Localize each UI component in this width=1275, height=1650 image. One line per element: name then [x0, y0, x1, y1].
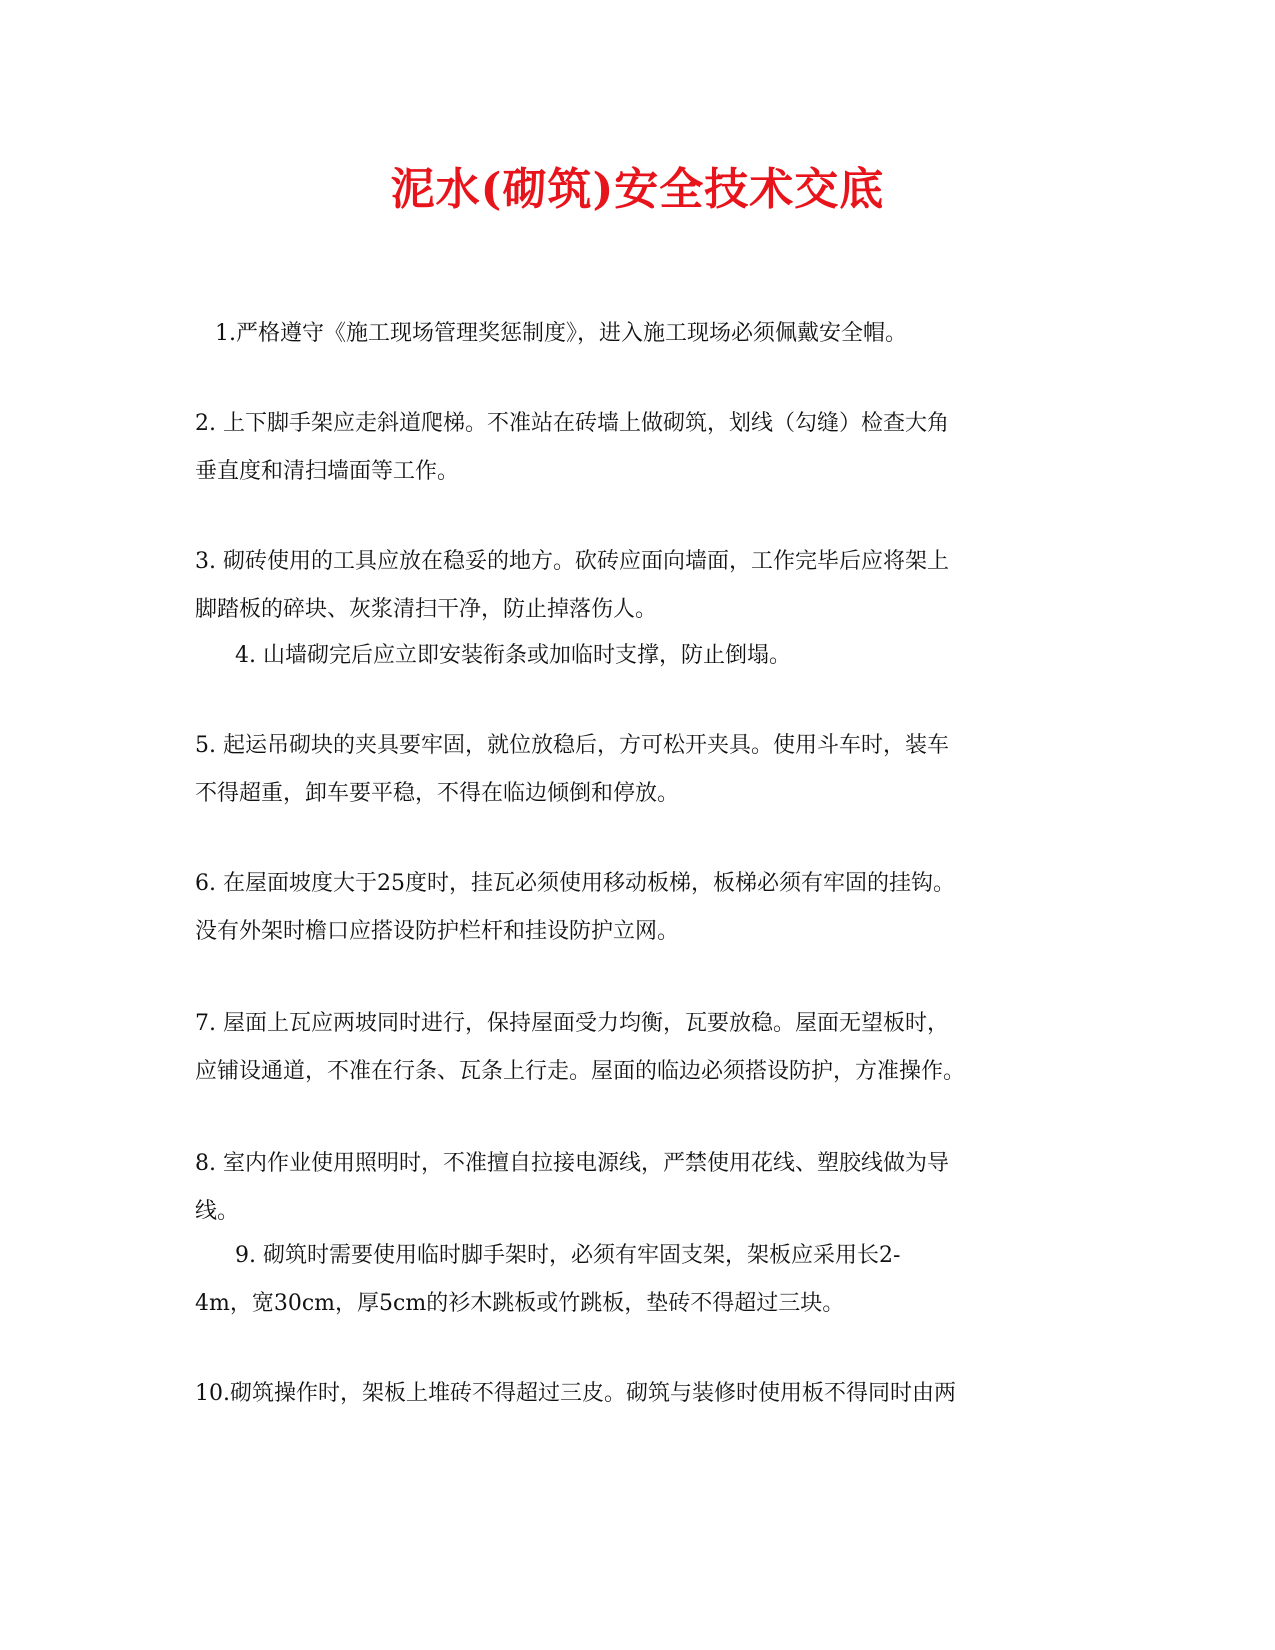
list-item-line: 6. 在屋面坡度大于25度时，挂瓦必须使用移动板梯，板梯必须有牢固的挂钩。	[195, 871, 955, 896]
list-item-3	[195, 538, 1067, 634]
list-item-line: 不得超重，卸车要平稳，不得在临边倾倒和停放。	[195, 781, 680, 806]
list-item-5	[195, 722, 1067, 818]
list-item-line: 4. 山墙砌完后应立即安装衔条或加临时支撑，防止倒塌。	[235, 643, 791, 668]
list-item-8	[195, 1140, 1067, 1236]
list-item-10	[195, 1370, 1067, 1418]
list-item-line: 垂直度和清扫墙面等工作。	[195, 459, 460, 484]
list-item-line: 1.严格遵守《施工现场管理奖惩制度》，进入施工现场必须佩戴安全帽。	[215, 321, 907, 346]
list-item-line: 2. 上下脚手架应走斜道爬梯。不准站在砖墙上做砌筑，划线（勾缝）检查大角	[195, 411, 949, 436]
list-item-1	[215, 310, 1087, 358]
list-item-9	[195, 1232, 1067, 1328]
list-item-4	[235, 632, 1107, 680]
list-item-line: 应铺设通道，不准在行条、瓦条上行走。屋面的临边必须搭设防护，方准操作。	[195, 1059, 966, 1084]
list-item-line: 7. 屋面上瓦应两坡同时进行，保持屋面受力均衡，瓦要放稳。屋面无望板时，	[195, 1011, 949, 1036]
list-item-line: 4m，宽30cm，厚5cm的衫木跳板或竹跳板，垫砖不得超过三块。	[195, 1291, 845, 1316]
document-title: 泥水(砌筑)安全技术交底	[390, 164, 885, 215]
list-item-6	[195, 860, 1067, 956]
list-item-line: 10.砌筑操作时，架板上堆砖不得超过三皮。砌筑与装修时使用板不得同时由两	[195, 1381, 956, 1406]
list-item-line: 线。	[195, 1199, 240, 1224]
list-item-2	[195, 400, 1067, 496]
list-item-line: 没有外架时檐口应搭设防护栏杆和挂设防护立网。	[195, 919, 680, 944]
list-item-line: 5. 起运吊砌块的夹具要牢固，就位放稳后，方可松开夹具。使用斗车时，装车	[195, 733, 949, 758]
list-item-line: 9. 砌筑时需要使用临时脚手架时，必须有牢固支架，架板应采用长2-	[235, 1243, 901, 1268]
list-item-line: 脚踏板的碎块、灰浆清扫干净，防止掉落伤人。	[195, 597, 658, 622]
list-item-line: 3. 砌砖使用的工具应放在稳妥的地方。砍砖应面向墙面，工作完毕后应将架上	[195, 549, 949, 574]
list-item-line: 8. 室内作业使用照明时，不准擅自拉接电源线，严禁使用花线、塑胶线做为导	[195, 1151, 949, 1176]
list-item-7	[195, 1000, 1067, 1096]
